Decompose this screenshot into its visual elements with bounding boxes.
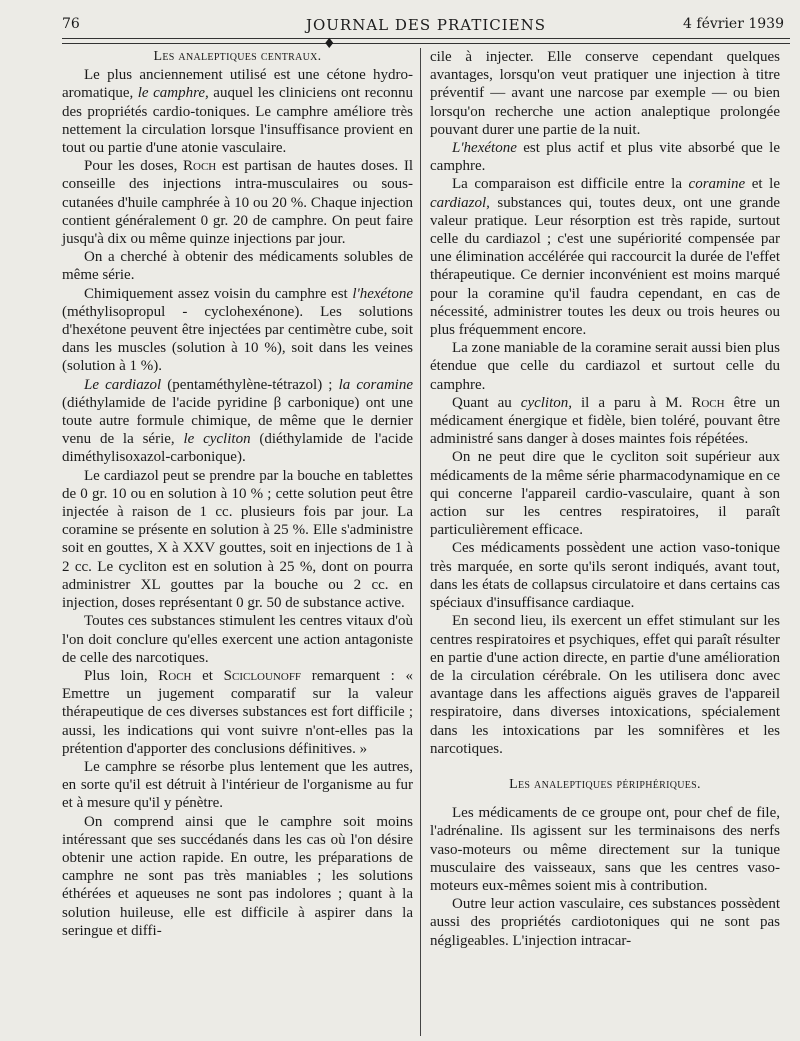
paragraph: On ne peut dire que le cycliton soit supérieur aux médicaments de la même série pharmacodynamique en ce qui concerne l'appareil cardio-vasculaire, quant à son action sur les centres respiratoires, il paraît particulièrement efficace. [430,449,780,539]
text: (pentaméthylène-tétrazol) ; [161,376,339,393]
text: Le plus anciennement utilisé est une cétone hydro-aromatique, [62,67,413,102]
page-number: 76 [62,16,80,32]
author-name: Sciclounoff [223,667,302,684]
paragraph: On comprend ainsi que le camphre soit moins intéressant que ses succédanés dans les cas où l'on désire obtenir une action rapide. En outre, les préparations de camphre ne sont pas très maniables ; les solutions éthérées et aqueuses ne sont pas indolores ; quant à la solution huileuse, elle est difficile à aspirer dans la seringue et diffi- [62,813,413,939]
text: Pour les doses, [84,158,184,175]
text: et le [745,176,780,193]
paragraph [62,157,413,248]
text: cardiazol, [430,194,490,211]
author-name: Roch [158,667,192,684]
text: le camphre, [137,85,209,102]
author-name: Roch [183,158,217,175]
text: est partisan de hautes doses. Il conseille des injections intra-musculaires ou sous-cutanées d'huile camphrée à 10 ou 20 %. Chaque injection contient généralement 0 gr. 20 de camphre. On peut faire jusqu'à dix ou même quinze injections par jour. [62,158,413,248]
issue-date: 4 février 1939 [683,16,784,32]
text: remarquent : « Emettre un jugement comparatif sur la valeur thérapeutique de ces diverses substances est fort difficile ; aussi, les indications qui vont suivre n'ont-elles pas la prétention d'apporter des conclusions définitives. » [62,667,414,757]
paragraph [430,139,780,175]
text: (méthylisopropul - cyclohexénone). Les solutions d'hexétone peuvent être injectées par centimètre cube, soit dans les muscles (solution à 10 %), soit dans les veines (solution à 1 %). [62,303,413,375]
text: Plus loin, [84,667,159,684]
text: Le cardiazol [84,376,162,393]
text: (diéthylamide de l'acide pyridine β carbonique) ont une toute autre formule chimique, de même que le dernier venu de la série, [62,394,413,448]
paragraph [62,667,413,758]
paragraph [430,175,780,339]
text: La comparaison est difficile entre la [452,176,689,193]
paragraph: La zone maniable de la coramine serait aussi bien plus étendue que celle du cardiazol et surtout celle du camphre. [430,340,780,393]
text: Quant au [452,394,521,411]
text: il a paru à M. [572,394,692,411]
paragraph: On a cherché à obtenir des médicaments solubles de même série. [62,249,413,284]
column-divider [420,48,421,1036]
text: substances qui, toutes deux, ont une grande valeur pratique. Leur résorption est très rapide, surtout celle du cardiazol ; c'est une supériorité compensée par une élimination accélérée qui raccourcit la durée de l'effet thérapeutique. Ce dernier inconvénient est moins marqué pour la coramine qu'il faudra cependant, en cas de nécessité, administrer toutes les deux ou trois heures ou plus fréquemment encore. [430,194,780,339]
paragraph: Le cardiazol peut se prendre par la bouche en tablettes de 0 gr. 10 ou en solution à 10 % ; cette solution peut être injectée à raison de 1 cc. plusieurs fois par jour. La coramine se présente en solution à 25 %. Elle s'administre soit en gouttes, X à XXV gouttes, soit en injections de 1 à 2 cc. Le cycliton est en solution à 25 %, dont on pourra administrer XL gouttes par la bouche ou 2 cc. en injection, doses représentant 0 gr. 50 de substance active. [62,467,413,612]
author-name: Roch [691,394,725,411]
left-column [62,48,413,940]
text: l'hexétone [352,285,413,302]
text: auquel les cliniciens ont reconnu des propriétés cardio-toniques. Le camphre améliore très nettement la circulation lorsque l'insuffisance provient en tout ou partie d'une atonie vasculaire. [62,85,413,157]
text: (diéthylamide de l'acide diméthylisoxazol-carbonique). [62,431,413,466]
right-column [430,48,780,950]
paragraph: cile à injecter. Elle conserve cependant quelques avantages, lorsqu'on veut pratiquer une injection à titre préventif — avant une narcose par exemple — ou bien lorsqu'on recherche une action analeptique prolongée pouvant durer une partie de la nuit. [430,49,780,138]
header-ornament: ♦ [323,36,336,52]
page-header [62,16,790,38]
text: être un médicament énergique et fidèle, bien toléré, pouvant être administré sans danger à doses maintes fois répétées. [430,394,780,448]
text: et [191,667,224,684]
paragraph [62,66,413,157]
paragraph: Toutes ces substances stimulent les centres vitaux d'où l'on doit conclure qu'elles exercent une action antagoniste de celle des narcotiques. [62,613,413,666]
paragraph [430,394,780,449]
paragraph: Les médicaments de ce groupe ont, pour chef de file, l'adrénaline. Ils agissent sur les terminaisons des nerfs vaso-moteurs ou même directement sur la tunique musculaire des vaisseaux, sans que les centres vaso-moteurs eux-mêmes soient mis à contribution. [430,805,780,894]
section-heading-central: Les analeptiques centraux. [153,49,322,64]
paragraph: Le camphre se résorbe plus lentement que les autres, en sorte qu'il est détruit à l'intérieur de l'organisme au fur et à mesure qu'il y pénètre. [62,758,413,812]
text: cycliton, [520,394,573,411]
text: est plus actif et plus vite absorbé que le camphre. [430,140,780,175]
paragraph [62,376,413,467]
journal-title: JOURNAL DES PRATICIENS [305,16,547,34]
section-heading-peripheral: Les analeptiques périphériques. [509,776,701,792]
paragraph: Outre leur action vasculaire, ces substances possèdent aussi des propriétés cardiotoniques qui ne sont pas négligeables. L'injection intracar- [430,896,780,949]
text: la coramine [338,376,413,393]
header-rule-top [62,38,790,39]
text: L'hexétone [452,140,517,157]
header-rule-bottom [62,43,790,44]
text: le cycliton [183,431,251,448]
paragraph: Ces médicaments possèdent une action vaso-tonique très marquée, en sorte qu'ils seront indiqués, avant tout, dans les états de collapsus circulatoire et dans certains cas spéciaux d'insuffisance cardiaque. [430,540,780,612]
text: coramine [688,176,746,193]
paragraph [62,285,413,376]
paragraph: En second lieu, ils exercent un effet stimulant sur les centres respiratoires et psychiques, effet qui paraît résulter en partie d'une action directe, en partie d'une amélioration de la circulation cérébrale. On les utilisera donc avec avantage dans les affections aiguës graves de l'appareil respiratoire, dans diverses intoxications, spécialement dans les intoxications par les somnifères et les narcotiques. [430,613,780,757]
text: Chimiquement assez voisin du camphre est [84,285,353,302]
